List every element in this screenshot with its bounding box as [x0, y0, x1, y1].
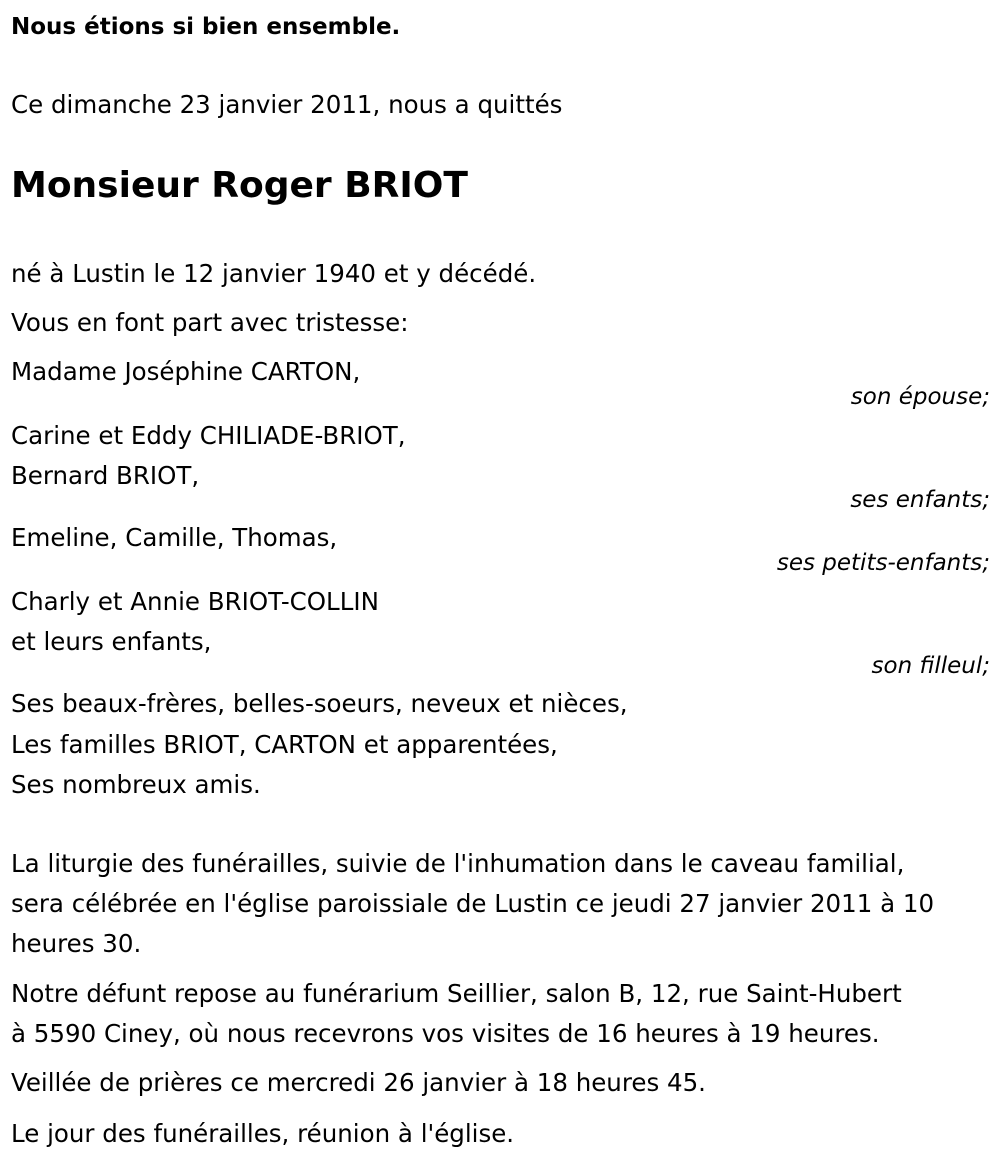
funeral-info-line: La liturgie des funérailles, suivie de l'inhumation dans le caveau familial, — [11, 849, 905, 878]
funeral-info-line: Le jour des funérailles, réunion à l'église. — [11, 1119, 515, 1148]
family-member-line: Emeline, Camille, Thomas, — [11, 523, 338, 552]
family-member-line: Charly et Annie BRIOT-COLLIN — [11, 587, 379, 616]
funeral-info-line: heures 30. — [11, 929, 142, 958]
others-line: Ses nombreux amis. — [11, 770, 261, 799]
family-member-line: Bernard BRIOT, — [11, 461, 200, 490]
funeral-info-line: Veillée de prières ce mercredi 26 janvier à 18 heures 45. — [11, 1068, 706, 1097]
others-line: Les familles BRIOT, CARTON et apparentées, — [11, 730, 558, 759]
family-relation-label: son filleul; — [871, 653, 990, 679]
announcement-line: Vous en font part avec tristesse: — [11, 308, 409, 337]
family-member-line: et leurs enfants, — [11, 627, 212, 656]
others-line: Ses beaux-frères, belles-soeurs, neveux et nièces, — [11, 689, 628, 718]
family-relation-label: ses enfants; — [850, 487, 990, 513]
family-relation-label: ses petits-enfants; — [776, 550, 990, 576]
funeral-info-line: sera célébrée en l'église paroissiale de Lustin ce jeudi 27 janvier 2011 à 10 — [11, 889, 935, 918]
family-member-line: Carine et Eddy CHILIADE-BRIOT, — [11, 421, 406, 450]
family-member-line: Madame Joséphine CARTON, — [11, 357, 361, 386]
notice-heading: Nous étions si bien ensemble. — [11, 14, 401, 40]
funeral-info-line: à 5590 Ciney, où nous recevrons vos visites de 16 heures à 19 heures. — [11, 1019, 880, 1048]
funeral-info-line: Notre défunt repose au funérarium Seillier, salon B, 12, rue Saint-Hubert — [11, 979, 902, 1008]
family-relation-label: son épouse; — [850, 384, 990, 410]
intro-line: Ce dimanche 23 janvier 2011, nous a quittés — [11, 90, 563, 119]
deceased-name: Monsieur Roger BRIOT — [11, 165, 468, 206]
birth-info: né à Lustin le 12 janvier 1940 et y décédé. — [11, 259, 537, 288]
